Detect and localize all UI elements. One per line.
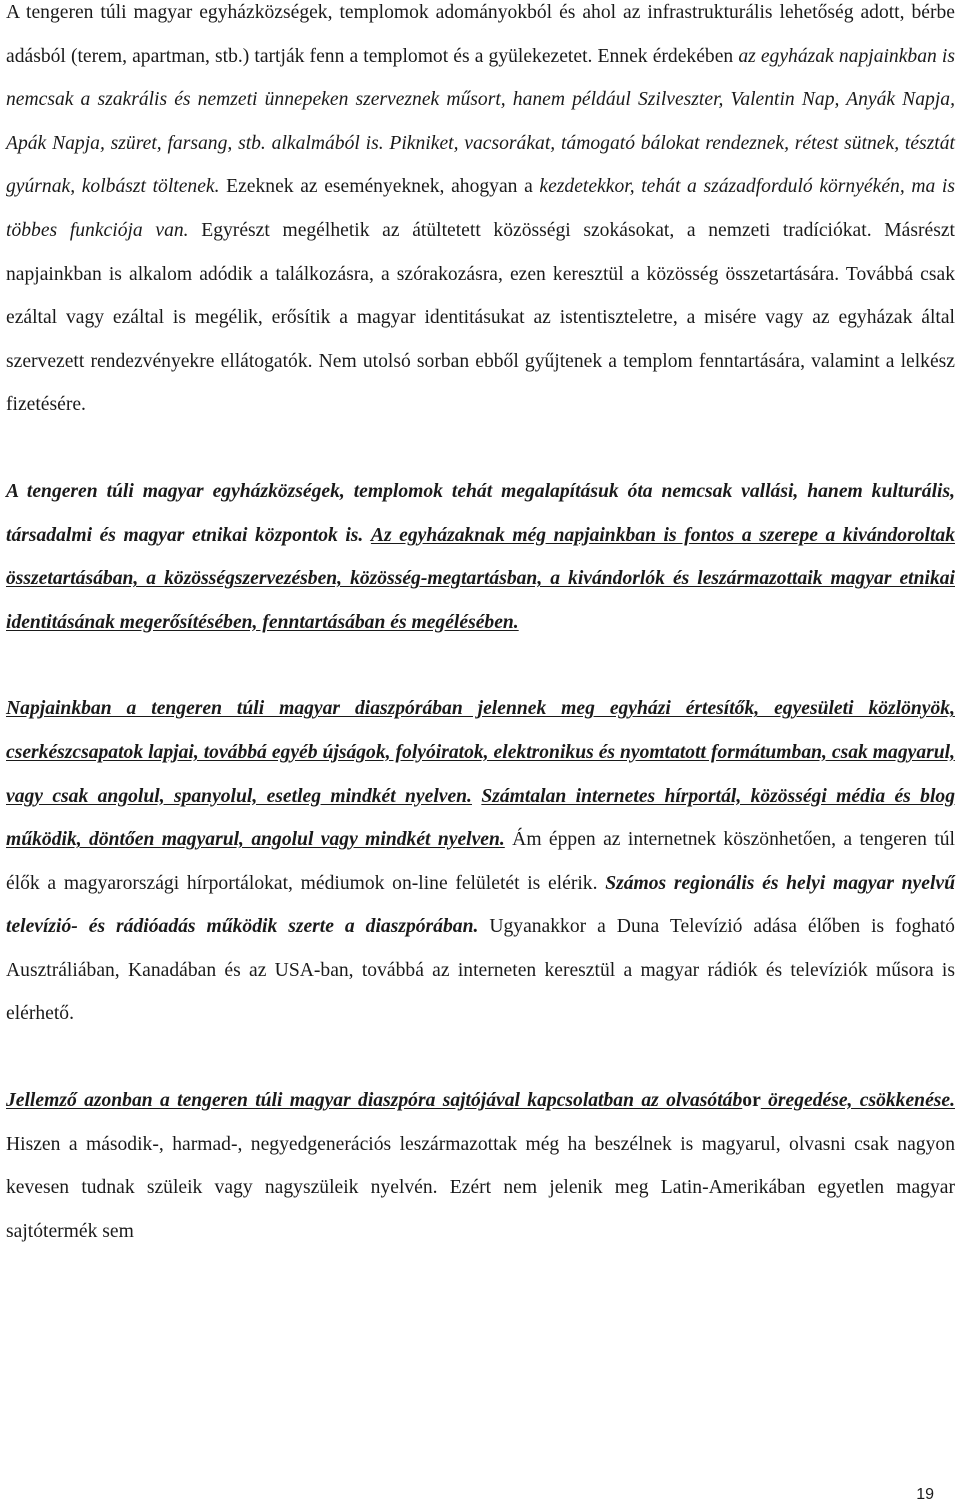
text-run: Ám éppen az internetnek köszönhetően, a tengeren túl élők a magyarországi hírportálokat, médiumok on-line felületét is elérik. [6, 829, 956, 894]
document-page [6, 0, 955, 1253]
text-run: or [742, 1090, 761, 1112]
paragraph-church-centers [6, 470, 955, 644]
text-run: Hiszen a második-, harmad-, negyedgenerációs leszármazottak még ha beszélnek is magyarul, olvasni csak nagyon kevesen tudnak szüleik vagy nagyszüleik nyelvén. Ezért nem jelenik meg Latin-Amerikában egyetlen magyar sajtótermék sem [6, 1133, 955, 1242]
text-run [363, 525, 371, 546]
text-run: Jellemző azonban a tengeren túli magyar diaszpóra sajtójával kapcsolatban az olvasótáb [6, 1090, 743, 1112]
paragraph-readership-aging [6, 1079, 955, 1253]
text-run: Számos regionális és helyi magyar nyelvű televízió- és rádióadás működik szerte a diaszpórában. [6, 872, 955, 938]
text-run: kezdetekkor, tehát a századforduló környékén, ma is többes funkciója van. [6, 176, 955, 241]
text-run: az egyházak napjainkban is nemcsak a szakrális és nemzeti ünnepeken szerveznek műsort, hanem például Szilveszter, Valentin Nap, Anyák Napja, Apák Napja, szüret, farsang, stb. alkalmából is. Pikniket, vacsorákat, támogató bálokat rendeznek, rétest sütnek, tésztát gyúrnak, kolbászt töltenek. [6, 45, 955, 198]
text-run: A tengeren túli magyar egyházközségek, templomok adományokból és ahol az infrastrukturális lehetőség adott, bérbe adásból (terem, apartman, stb.) tartják fenn a templomot és a gyülekezetet. Ennek érdekében [6, 2, 955, 67]
text-run: Napjainkban a tengeren túli magyar diaszpórában jelennek meg egyházi értesítők, egyesületi közlönyök, cserkészcsapatok lapjai, továbbá egyéb újságok, folyóiratok, elektronikus és nyomtatott formátumban, csak magyarul, vagy csak angolul, spanyolul, esetleg mindkét nyelven. [6, 698, 955, 807]
text-run: Ezeknek az eseményeknek, ahogyan a [219, 176, 540, 198]
text-run: Számtalan internetes hírportál, közösségi média és blog működik, döntően magyarul, angolul vagy mindkét nyelven. [6, 785, 955, 851]
text-run: Ugyanakkor a Duna Televízió adása élőben is fogható Ausztráliában, Kanadában és az USA-ban, továbbá az interneten keresztül a magyar rádiók és televíziók műsora is elérhető. [6, 916, 955, 1025]
text-run: Egyrészt megélhetik az átültetett közösségi szokásokat, a nemzeti tradíciókat. Másrészt napjainkban is alkalom adódik a találkozásra, a szórakozásra, ezen keresztül a közösség összetartására. Továbbá csak ezáltal vagy ezáltal is megélik, erősítik a magyar identitásukat az istentiszteletre, a misére vagy az egyházak által szervezett rendezvényekre ellátogatók. Nem utolsó sorban ebből gyűjtenek a templom fenntartására, valamint a lelkész fizetésére. [6, 219, 955, 416]
text-run [472, 786, 481, 807]
page-number: 19 [916, 1486, 934, 1503]
text-run: Az egyházaknak még napjainkban is fontos a szerepe a kivándoroltak összetartásában, a közösségszervezésben, közösség-megtartásban, a kivándorlók és leszármazottaik magyar etnikai identitásának megerősítésében, fenntartásában és megélésében. [6, 524, 956, 633]
text-run: öregedése, csökkenése. [760, 1090, 955, 1112]
paragraph-church-funding [6, 0, 955, 427]
paragraph-diaspora-media [6, 687, 955, 1036]
text-run: A tengeren túli magyar egyházközségek, templomok tehát megalapításuk óta nemcsak vallási, hanem kulturális, társadalmi és magyar etnikai központok is. [6, 480, 955, 546]
